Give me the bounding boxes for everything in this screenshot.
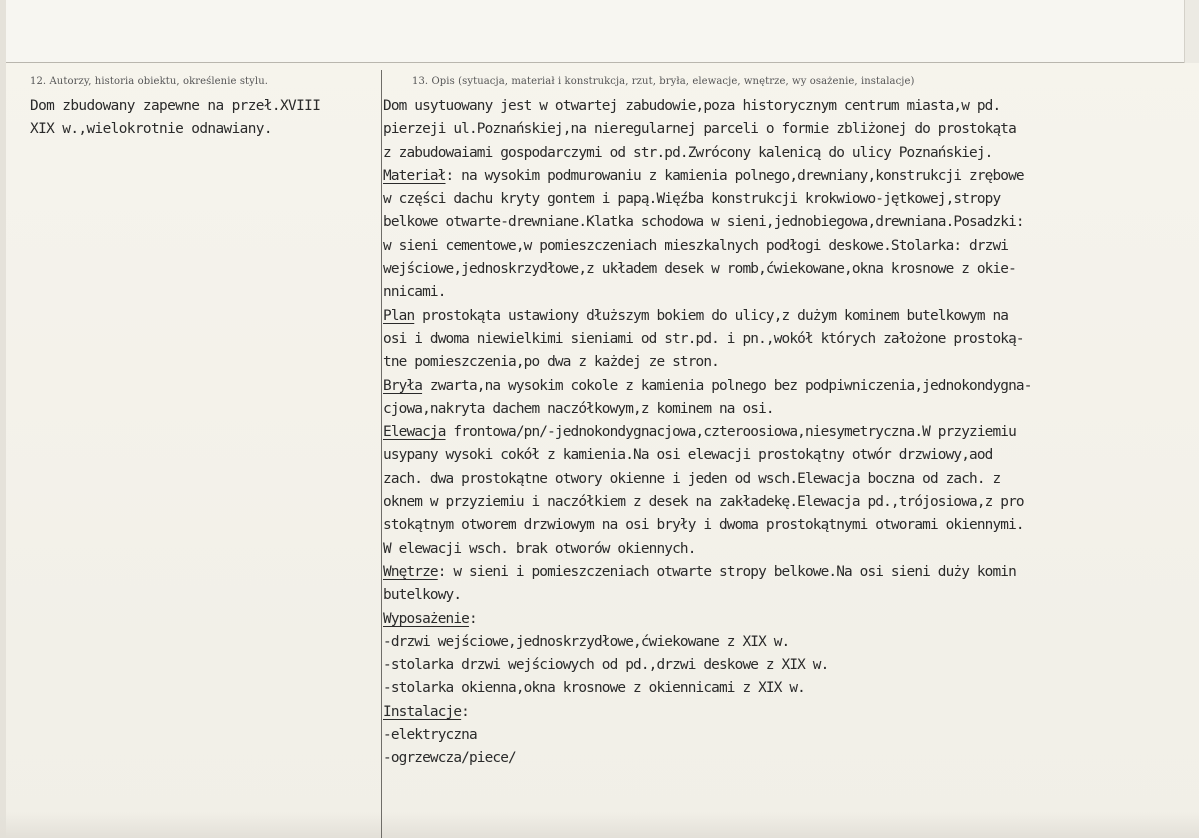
description-text-line — [383, 281, 1197, 304]
line-text: : na wysokim podmurowaniu z kamienia polnego,drewniany,konstrukcji zrębowe — [445, 167, 1024, 184]
line-text: W elewacji wsch. brak otworów okiennych. — [383, 540, 696, 557]
line-text: -ogrzewcza/piece/ — [383, 750, 516, 767]
line-text: w części dachu kryty gontem i papą.Więźba konstrukcji krokwiowo-jętkowej,stropy — [383, 191, 1001, 208]
history-text-line: XIX w.,wielokrotnie odnawiany. — [30, 121, 272, 138]
line-text: belkowe otwarte-drewniane.Klatka schodowa w sieni,jednobiegowa,drewniana.Posadzki: — [383, 214, 1024, 231]
description-text-line — [383, 561, 1197, 584]
line-text: wejściowe,jednoskrzydłowe,z układem desek w romb,ćwiekowane,okna krosnowe z okie- — [383, 261, 1016, 278]
line-text: -elektryczna — [383, 727, 477, 744]
authors-history-column — [30, 95, 382, 142]
line-text: pierzeji ul.Poznańskiej,na nieregularnej parceli o formie zbliżonej do prostokąta — [383, 121, 1016, 138]
line-text: oknem w przyziemiu i naczółkiem z desek na zakładekę.Elewacja pd.,trójosiowa,z pro — [383, 494, 1024, 511]
line-text: zach. dwa prostokątne otwory okienne i jeden od wsch.Elewacja boczna od zach. z — [383, 470, 1001, 487]
description-text-line — [383, 514, 1197, 537]
description-text-line — [383, 677, 1197, 700]
section-heading: Wyposażenie — [383, 610, 469, 627]
column-divider — [381, 70, 382, 838]
description-text-line — [383, 724, 1197, 747]
description-text-line — [383, 538, 1197, 561]
line-text: osi i dwoma niewielkimi sieniami od str.pd. i pn.,wokół których założone prostoką- — [383, 330, 1024, 347]
line-text: zwarta,na wysokim cokole z kamienia polnego bez podpiwniczenia,jednokondygna- — [422, 377, 1032, 394]
line-text: cjowa,nakryta dachem naczółkowym,z kominem na osi. — [383, 400, 774, 417]
description-text-line — [383, 491, 1197, 514]
section-heading: Plan — [383, 307, 415, 324]
description-column — [383, 95, 1197, 771]
line-text: tne pomieszczenia,po dwa z każdej ze stron. — [383, 354, 719, 371]
description-text-line — [383, 95, 1197, 118]
description-text-line — [383, 747, 1197, 770]
line-text: w sieni cementowe,w pomieszczeniach mieszkalnych podłogi deskowe.Stolarka: drzwi — [383, 237, 1009, 254]
description-text-line — [383, 258, 1197, 281]
description-text-line — [383, 398, 1197, 421]
paper-edge — [0, 0, 6, 838]
line-text: butelkowy. — [383, 587, 462, 604]
top-rule — [0, 62, 1199, 63]
line-text: frontowa/pn/-jednokondygnacjowa,czteroosiowa,niesymetryczna.W przyziemiu — [445, 424, 1016, 441]
description-text-line — [383, 631, 1197, 654]
description-text-line — [383, 584, 1197, 607]
section-12-caption: 12. Autorzy, historia obiektu, określenie stylu. — [30, 76, 269, 87]
section-heading: Elewacja — [383, 424, 446, 441]
description-text-line — [383, 188, 1197, 211]
bottom-shade — [0, 812, 1199, 838]
description-text-line — [383, 351, 1197, 374]
line-text: z zabudowaiami gospodarczymi od str.pd.Zwrócony kalenicą do ulicy Poznańskiej. — [383, 144, 993, 161]
line-text: Dom usytuowany jest w otwartej zabudowie,poza historycznym centrum miasta,w pd. — [383, 98, 1001, 114]
line-text: : — [461, 703, 469, 720]
history-text-line: Dom zbudowany zapewne na przeł.XVIII — [30, 98, 321, 114]
description-text-line — [383, 305, 1197, 328]
description-text-line — [383, 375, 1197, 398]
description-text-line — [383, 328, 1197, 351]
description-text-line — [383, 165, 1197, 188]
description-text-line — [383, 701, 1197, 724]
description-text-line — [383, 235, 1197, 258]
line-text: nnicami. — [383, 284, 446, 301]
top-paper-strip — [0, 0, 1199, 63]
description-text-line — [383, 142, 1197, 165]
section-13-caption: 13. Opis (sytuacja, materiał i konstrukcja, rzut, bryła, elewacje, wnętrze, wy osażenie, instalacje) — [412, 76, 915, 87]
line-text: prostokąta ustawiony dłuższym bokiem do ulicy,z dużym kominem butelkowym na — [414, 307, 1009, 324]
section-heading: Materiał — [383, 167, 446, 184]
description-text-line — [383, 118, 1197, 141]
line-text: -stolarka drzwi wejściowych od pd.,drzwi deskowe z XIX w. — [383, 657, 829, 674]
description-text-line — [383, 421, 1197, 444]
line-text: : w sieni i pomieszczeniach otwarte stropy belkowe.Na osi sieni duży komin — [437, 563, 1016, 580]
line-text: stokątnym otworem drzwiowym na osi bryły i dwoma prostokątnymi otworami okiennymi. — [383, 517, 1024, 534]
description-text-line — [383, 211, 1197, 234]
description-text-line — [383, 468, 1197, 491]
paper-fold — [1184, 0, 1199, 63]
section-heading: Instalacje — [383, 703, 462, 720]
section-heading: Wnętrze — [383, 563, 438, 580]
description-text-line — [383, 444, 1197, 467]
line-text: usypany wysoki cokół z kamienia.Na osi elewacji prostokątny otwór drzwiowy,aod — [383, 447, 993, 464]
line-text: -stolarka okienna,okna krosnowe z okiennicami z XIX w. — [383, 680, 805, 697]
description-text-line — [383, 608, 1197, 631]
section-heading: Bryła — [383, 377, 423, 394]
description-text-line — [383, 654, 1197, 677]
line-text: -drzwi wejściowe,jednoskrzydłowe,ćwiekowane z XIX w. — [383, 633, 790, 650]
line-text: : — [468, 610, 477, 627]
